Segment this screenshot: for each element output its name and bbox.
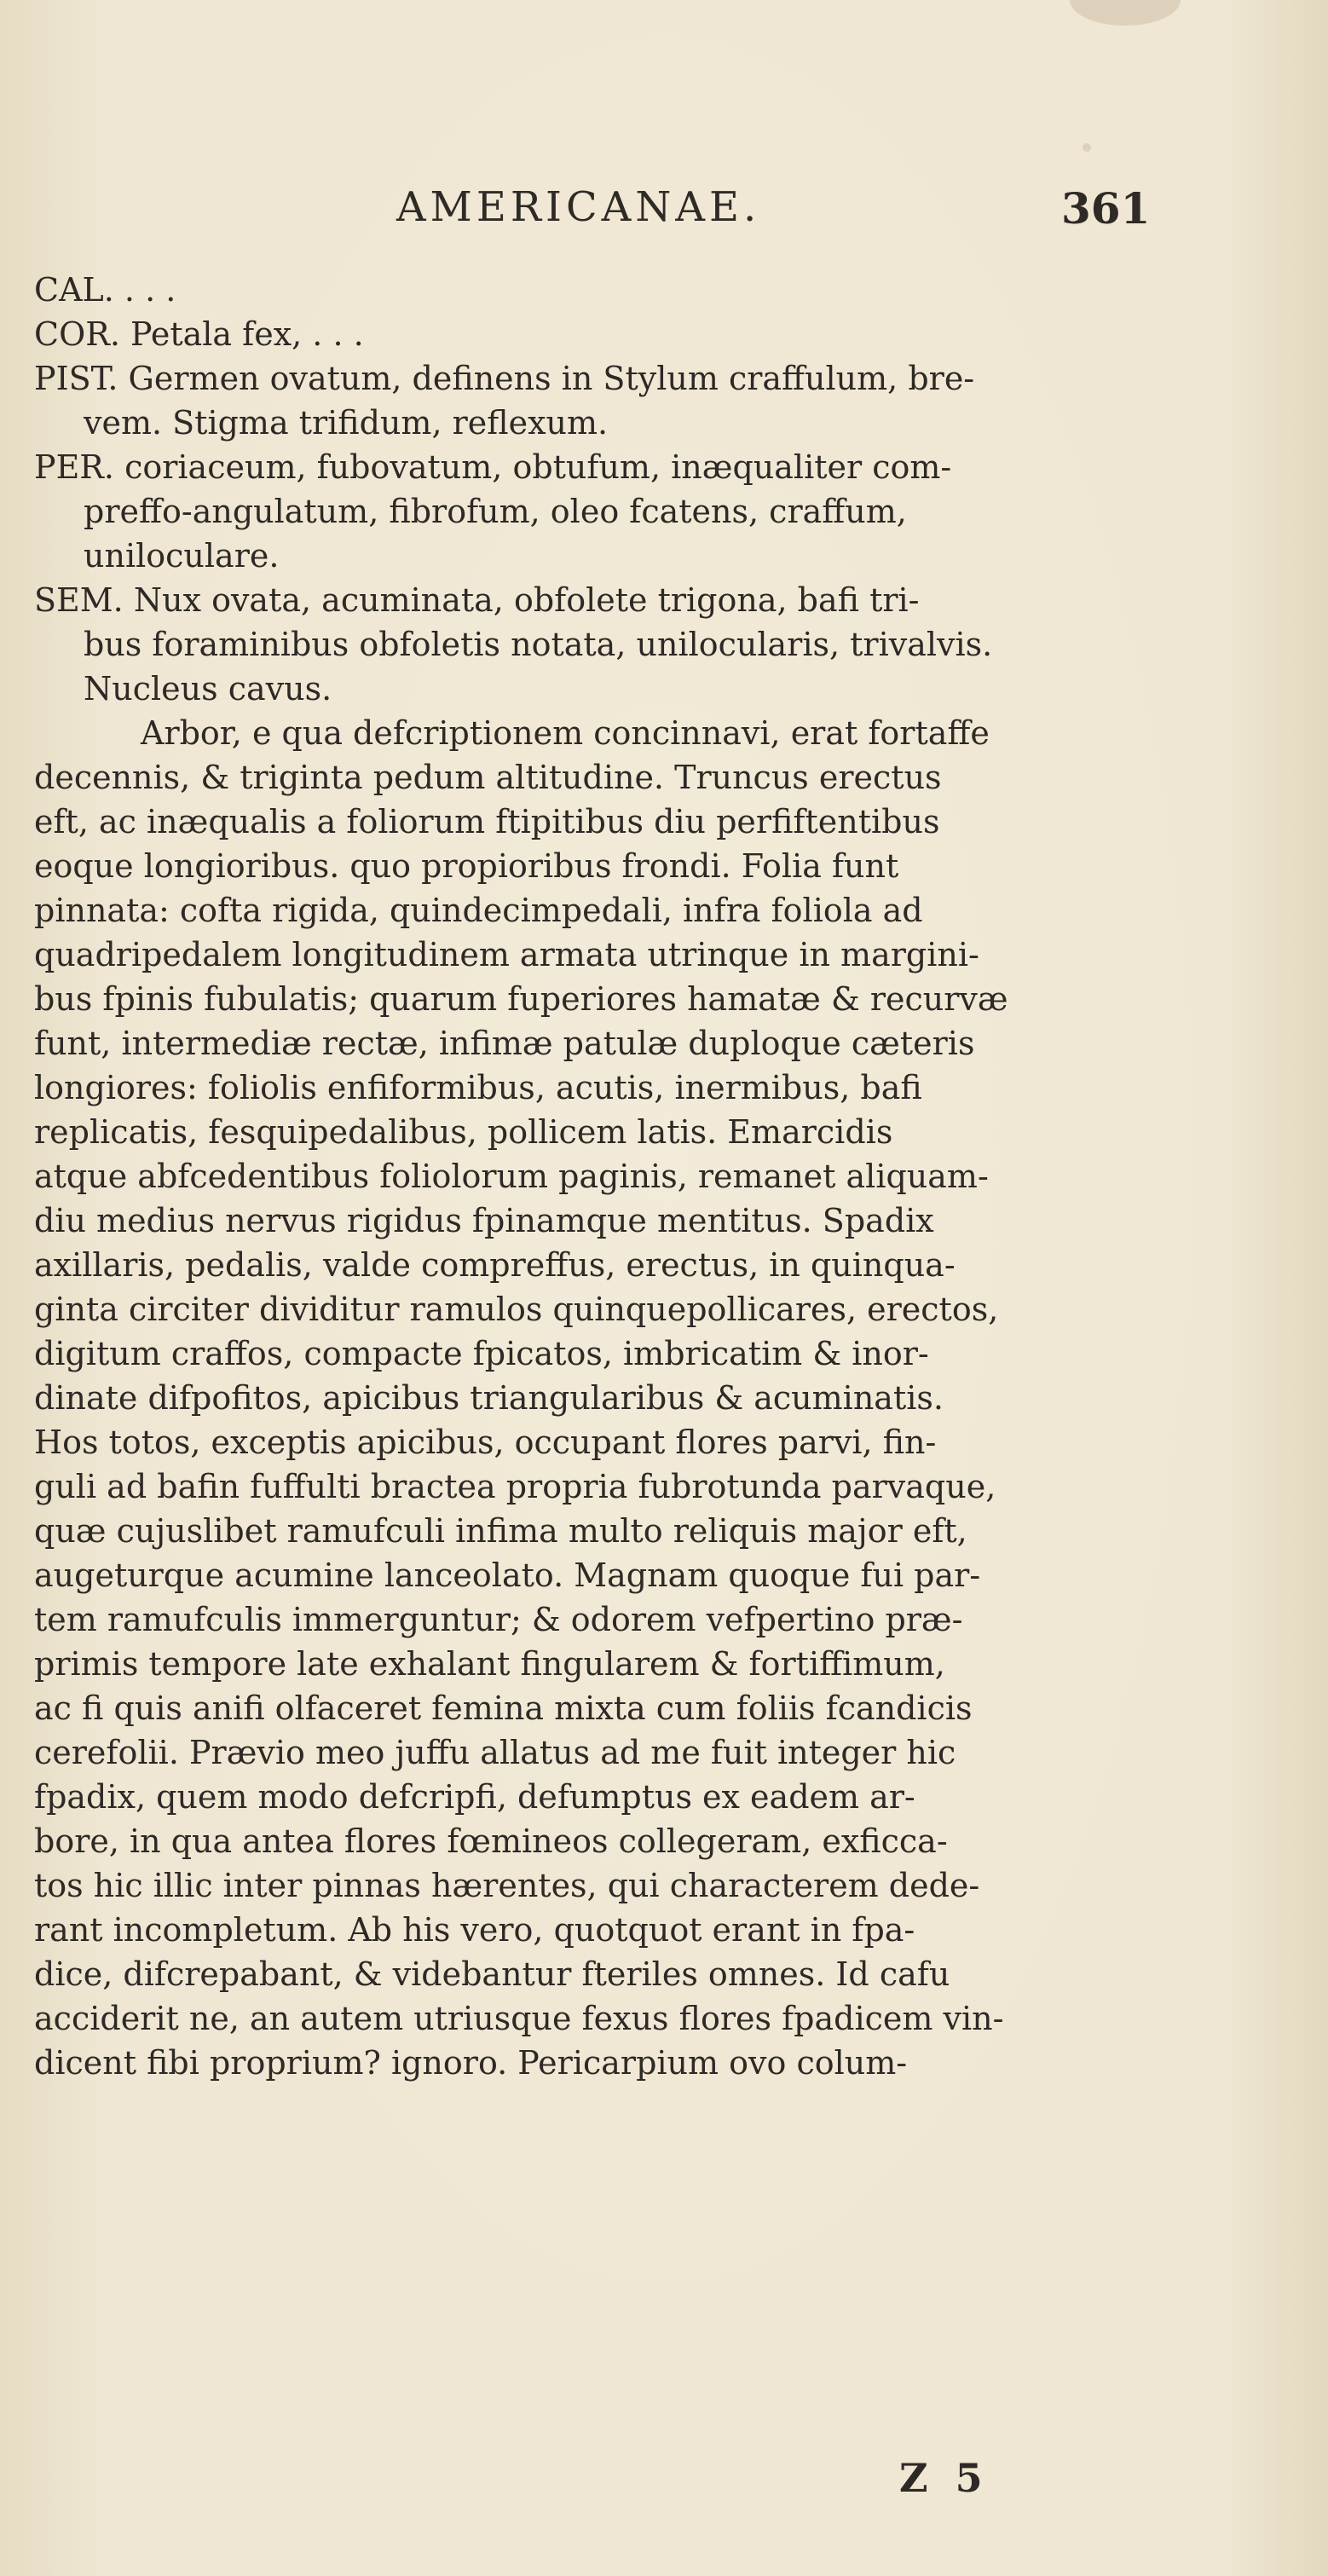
text-line: rant incompletum. Ab his vero, quotquot erant in fpa- xyxy=(34,1911,915,1949)
text-line: SEM. Nux ovata, acuminata, obfolete trigona, bafi tri- xyxy=(34,581,920,619)
text-line: eoque longioribus. quo propioribus frondi. Folia funt xyxy=(34,847,899,885)
paper-stain xyxy=(1070,0,1181,26)
page-header xyxy=(0,183,1328,251)
text-line: bus foraminibus obfoletis notata, unilocularis, trivalvis. xyxy=(84,626,993,663)
text-line: decennis, & triginta pedum altitudine. Truncus erectus xyxy=(34,759,942,796)
text-line: funt, intermediæ rectæ, infimæ patulæ duploque cæteris xyxy=(34,1025,975,1062)
text-line: longiores: foliolis enfiformibus, acutis, inermibus, bafi xyxy=(34,1069,922,1106)
text-line: acciderit ne, an autem utriusque fexus flores fpadicem vin- xyxy=(34,2000,1004,2037)
text-line: eft, ac inæqualis a foliorum ftipitibus diu perfiftentibus xyxy=(34,803,940,840)
text-line: replicatis, fesquipedalibus, pollicem latis. Emarcidis xyxy=(34,1113,893,1151)
text-line: cerefolii. Prævio meo juffu allatus ad me fuit integer hic xyxy=(34,1734,956,1771)
text-line: CAL. . . . xyxy=(34,271,176,309)
text-line: dicent fibi proprium? ignoro. Pericarpium ovo colum- xyxy=(34,2044,908,2082)
text-line: atque abfcedentibus foliolorum paginis, remanet aliquam- xyxy=(34,1158,989,1195)
text-line: digitum craffos, compacte fpicatos, imbricatim & inor- xyxy=(34,1335,929,1372)
text-line: PER. coriaceum, fubovatum, obtufum, inæqualiter com- xyxy=(34,448,952,486)
text-line: PIST. Germen ovatum, definens in Stylum craffulum, bre- xyxy=(34,360,975,397)
text-line: fpadix, quem modo defcripfi, defumptus ex eadem ar- xyxy=(34,1778,915,1816)
text-line: primis tempore late exhalant fingularem & fortiffimum, xyxy=(34,1645,945,1683)
text-line: uniloculare. xyxy=(84,537,280,575)
text-line: bore, in qua antea flores fœmineos collegeram, exficca- xyxy=(34,1822,948,1860)
text-line: ac fi quis anifi olfaceret femina mixta cum foliis fcandicis xyxy=(34,1689,973,1727)
text-line: dice, difcrepabant, & videbantur fteriles omnes. Id cafu xyxy=(34,1955,950,1993)
text-line: axillaris, pedalis, valde compreffus, erectus, in quinqua- xyxy=(34,1246,956,1284)
running-title: AMERICANAE. xyxy=(396,183,761,231)
text-line: quæ cujuslibet ramufculi infima multo reliquis major eft, xyxy=(34,1512,967,1550)
text-line: bus fpinis fubulatis; quarum fuperiores hamatæ & recurvæ xyxy=(34,980,1008,1018)
text-line: preffo-angulatum, fibrofum, oleo fcatens, craffum, xyxy=(84,493,907,530)
text-line: Hos totos, exceptis apicibus, occupant flores parvi, fin- xyxy=(34,1424,937,1461)
text-line: diu medius nervus rigidus fpinamque mentitus. Spadix xyxy=(34,1202,934,1239)
text-line: tos hic illic inter pinnas hærentes, qui characterem dede- xyxy=(34,1867,980,1904)
text-line: Nucleus cavus. xyxy=(84,670,332,708)
text-line: ginta circiter dividitur ramulos quinquepollicares, erectos, xyxy=(34,1291,999,1328)
signature-mark: Z 5 xyxy=(899,2455,990,2501)
text-line: pinnata: cofta rigida, quindecimpedali, infra foliola ad xyxy=(34,892,923,929)
text-line: COR. Petala fex, . . . xyxy=(34,315,364,353)
text-line: Arbor, e qua defcriptionem concinnavi, erat fortaffe xyxy=(141,714,990,752)
paper-stain xyxy=(1083,143,1091,152)
text-line: augeturque acumine lanceolato. Magnam quoque fui par- xyxy=(34,1557,981,1594)
text-line: vem. Stigma trifidum, reflexum. xyxy=(84,404,609,442)
text-line: tem ramufculis immerguntur; & odorem vefpertino præ- xyxy=(34,1601,963,1638)
text-line: guli ad bafin fuffulti bractea propria fubrotunda parvaque, xyxy=(34,1468,996,1505)
page-number: 361 xyxy=(1061,183,1151,234)
text-line: dinate difpofitos, apicibus triangularibus & acuminatis. xyxy=(34,1379,944,1417)
text-line: quadripedalem longitudinem armata utrinque in margini- xyxy=(34,936,979,973)
